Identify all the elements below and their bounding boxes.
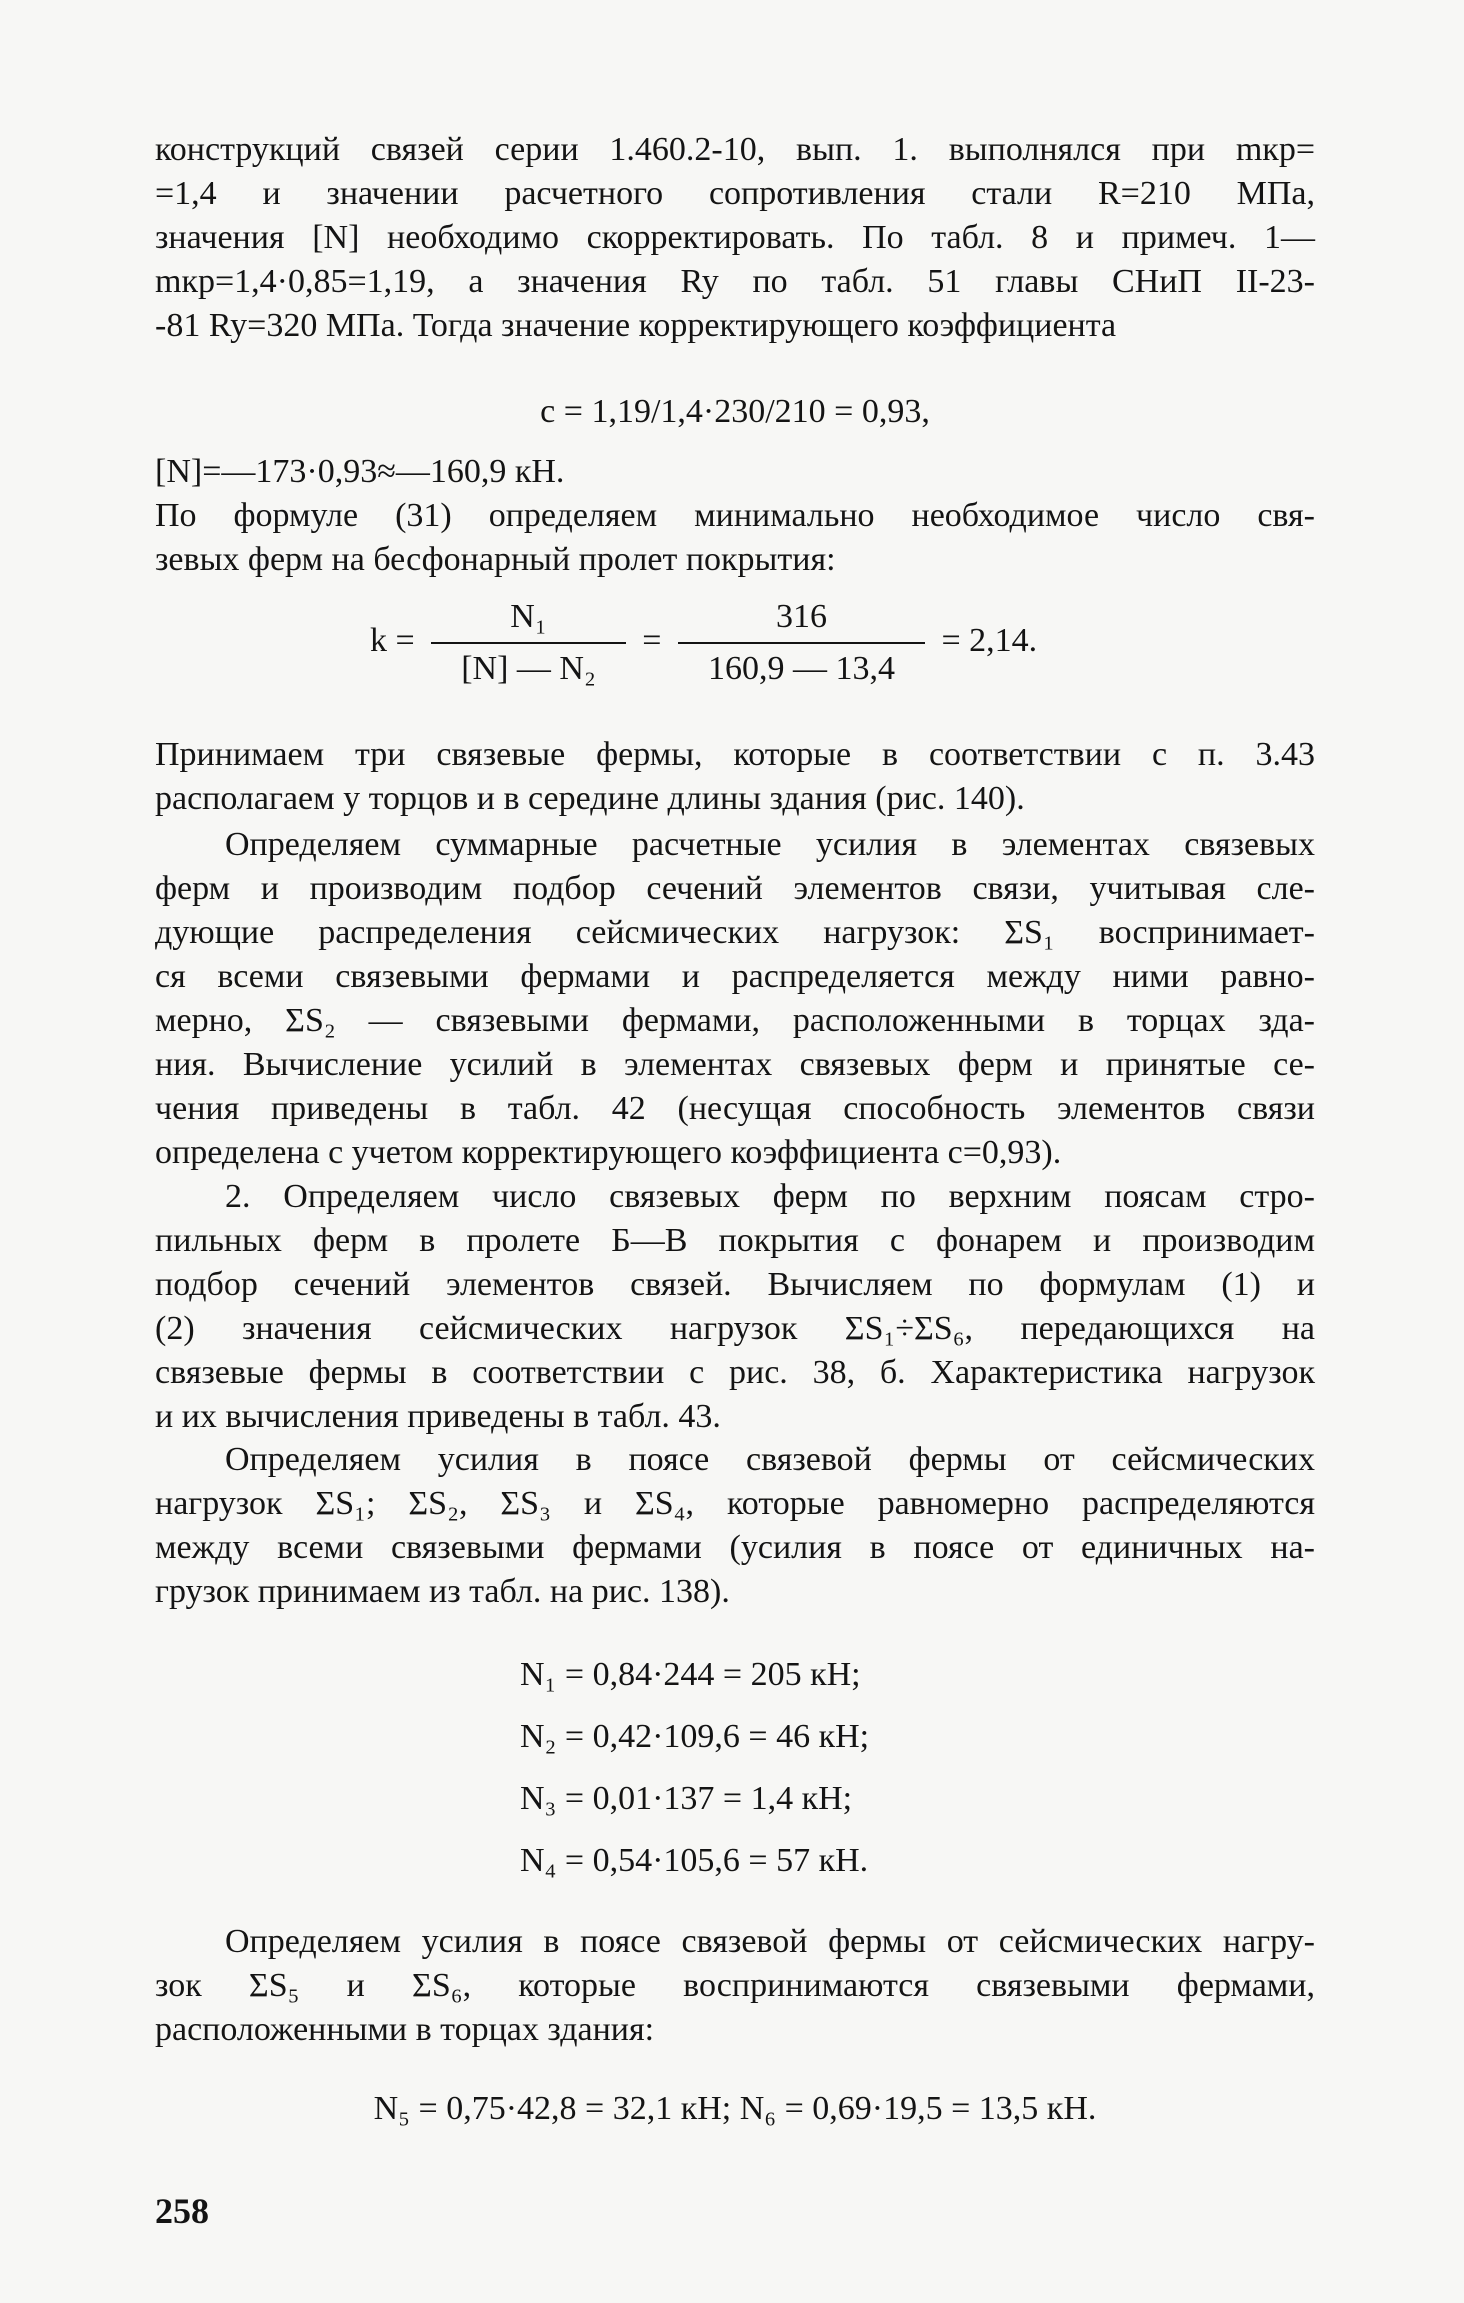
text-line: 2. Определяем число связевых ферм по верхним поясам стро- (225, 1178, 1315, 1215)
text-line: пильных ферм в пролете Б—В покрытия с фонарем и производим (155, 1222, 1315, 1259)
equation-design-force: [N]=—173·0,93≈—160,9 кН. (155, 453, 565, 490)
page-number: 258 (155, 2191, 209, 2231)
equation-correction-coefficient: c = 1,19/1,4·230/210 = 0,93, (540, 393, 930, 430)
text-line: значения [N] необходимо скорректировать. По табл. 8 и примеч. 1— (155, 219, 1315, 256)
text-line: конструкций связей серии 1.460.2-10, вып. 1. выполнялся при mкр= (155, 131, 1315, 168)
fraction-symbolic: $\frac{\text{N₁}}{\text{[N] — N₂}}$ (431, 598, 626, 688)
paragraph-formula-31 (155, 494, 1315, 582)
text-line: -81 Ry=320 МПа. Тогда значение корректирующего коэффициента (155, 307, 1117, 344)
equation-line: N₁ = 0,84·244 = 205 кН; (520, 1656, 861, 1693)
text-line: связевые фермы в соответствии с рис. 38, б. Характеристика нагрузок (155, 1354, 1315, 1391)
paragraph-forces (155, 823, 1315, 1175)
text-line: Определяем усилия в поясе связевой фермы от сейсмических нагру- (225, 1923, 1315, 1960)
paragraph-accept-trusses (155, 733, 1315, 821)
text-line: определена с учетом корректирующего коэффициента c=0,93). (155, 1134, 1062, 1171)
fraction-numeric: $\frac{316}{160,9 — 13,4}$ (678, 598, 925, 688)
text-line: (2) значения сейсмических нагрузок ΣS₁÷ΣS₆, передающихся на (155, 1310, 1315, 1347)
text-line: ферм и производим подбор сечений элементов связи, учитывая сле- (155, 870, 1315, 907)
text-line: располагаем у торцов и в середине длины здания (рис. 140). (155, 780, 1025, 817)
text-line: расположенными в торцах здания: (155, 2011, 655, 2048)
text-line: нагрузок ΣS₁; ΣS₂, ΣS₃ и ΣS₄, которые равномерно распределяются (155, 1485, 1315, 1522)
text-line: грузок принимаем из табл. на рис. 138). (155, 1573, 730, 1610)
equation-truss-count: k = $\frac{\text{N₁}}{\text{[N] — N₂}}$ = $\frac{316}{160,9 — 13,4}$ = 2,14. (370, 598, 1038, 687)
paragraph-intro (155, 128, 1315, 348)
paragraph-end-trusses (155, 1920, 1315, 2052)
equation-line: N₂ = 0,42·109,6 = 46 кН; (520, 1718, 870, 1755)
text-line: ся всеми связевыми фермами и распределяется между ними равно- (155, 958, 1315, 995)
equation-n5-n6: N₅ = 0,75·42,8 = 32,1 кН; N₆ = 0,69·19,5 = 13,5 кН. (373, 2090, 1097, 2127)
text-line: Определяем усилия в поясе связевой фермы от сейсмических (225, 1441, 1315, 1478)
text-line: Определяем суммарные расчетные усилия в элементах связевых (225, 826, 1315, 863)
text-line: чения приведены в табл. 42 (несущая способность элементов связи (155, 1090, 1315, 1127)
text-line: и их вычисления приведены в табл. 43. (155, 1398, 721, 1435)
text-line: =1,4 и значении расчетного сопротивления стали R=210 МПа, (155, 175, 1315, 212)
text-line: зок ΣS₅ и ΣS₆, которые воспринимаются связевыми фермами, (155, 1967, 1315, 2004)
text-line: зевых ферм на бесфонарный пролет покрытия: (155, 541, 836, 578)
equation-line: N₄ = 0,54·105,6 = 57 кН. (520, 1842, 869, 1879)
text-line: mкр=1,4·0,85=1,19, а значения Ry по табл. 51 главы СНиП II-23- (155, 263, 1315, 300)
equation-line: N₃ = 0,01·137 = 1,4 кН; (520, 1780, 853, 1817)
equation-list-n1-n4 (520, 1644, 869, 1892)
paragraph-chord-forces (155, 1438, 1315, 1614)
text-line: между всеми связевыми фермами (усилия в поясе от единичных на- (155, 1529, 1315, 1566)
text-line: ния. Вычисление усилий в элементах связевых ферм и принятые се- (155, 1046, 1315, 1083)
text-line: дующие распределения сейсмических нагрузок: ΣS₁ воспринимает- (155, 914, 1315, 951)
text-line: По формуле (31) определяем минимально необходимое число свя- (155, 497, 1315, 534)
text-line: Принимаем три связевые фермы, которые в соответствии с п. 3.43 (155, 736, 1315, 773)
text-line: подбор сечений элементов связей. Вычисляем по формулам (1) и (155, 1266, 1315, 1303)
text-line: мерно, ΣS₂ — связевыми фермами, расположенными в торцах зда- (155, 1002, 1315, 1039)
paragraph-item-2 (155, 1175, 1315, 1439)
